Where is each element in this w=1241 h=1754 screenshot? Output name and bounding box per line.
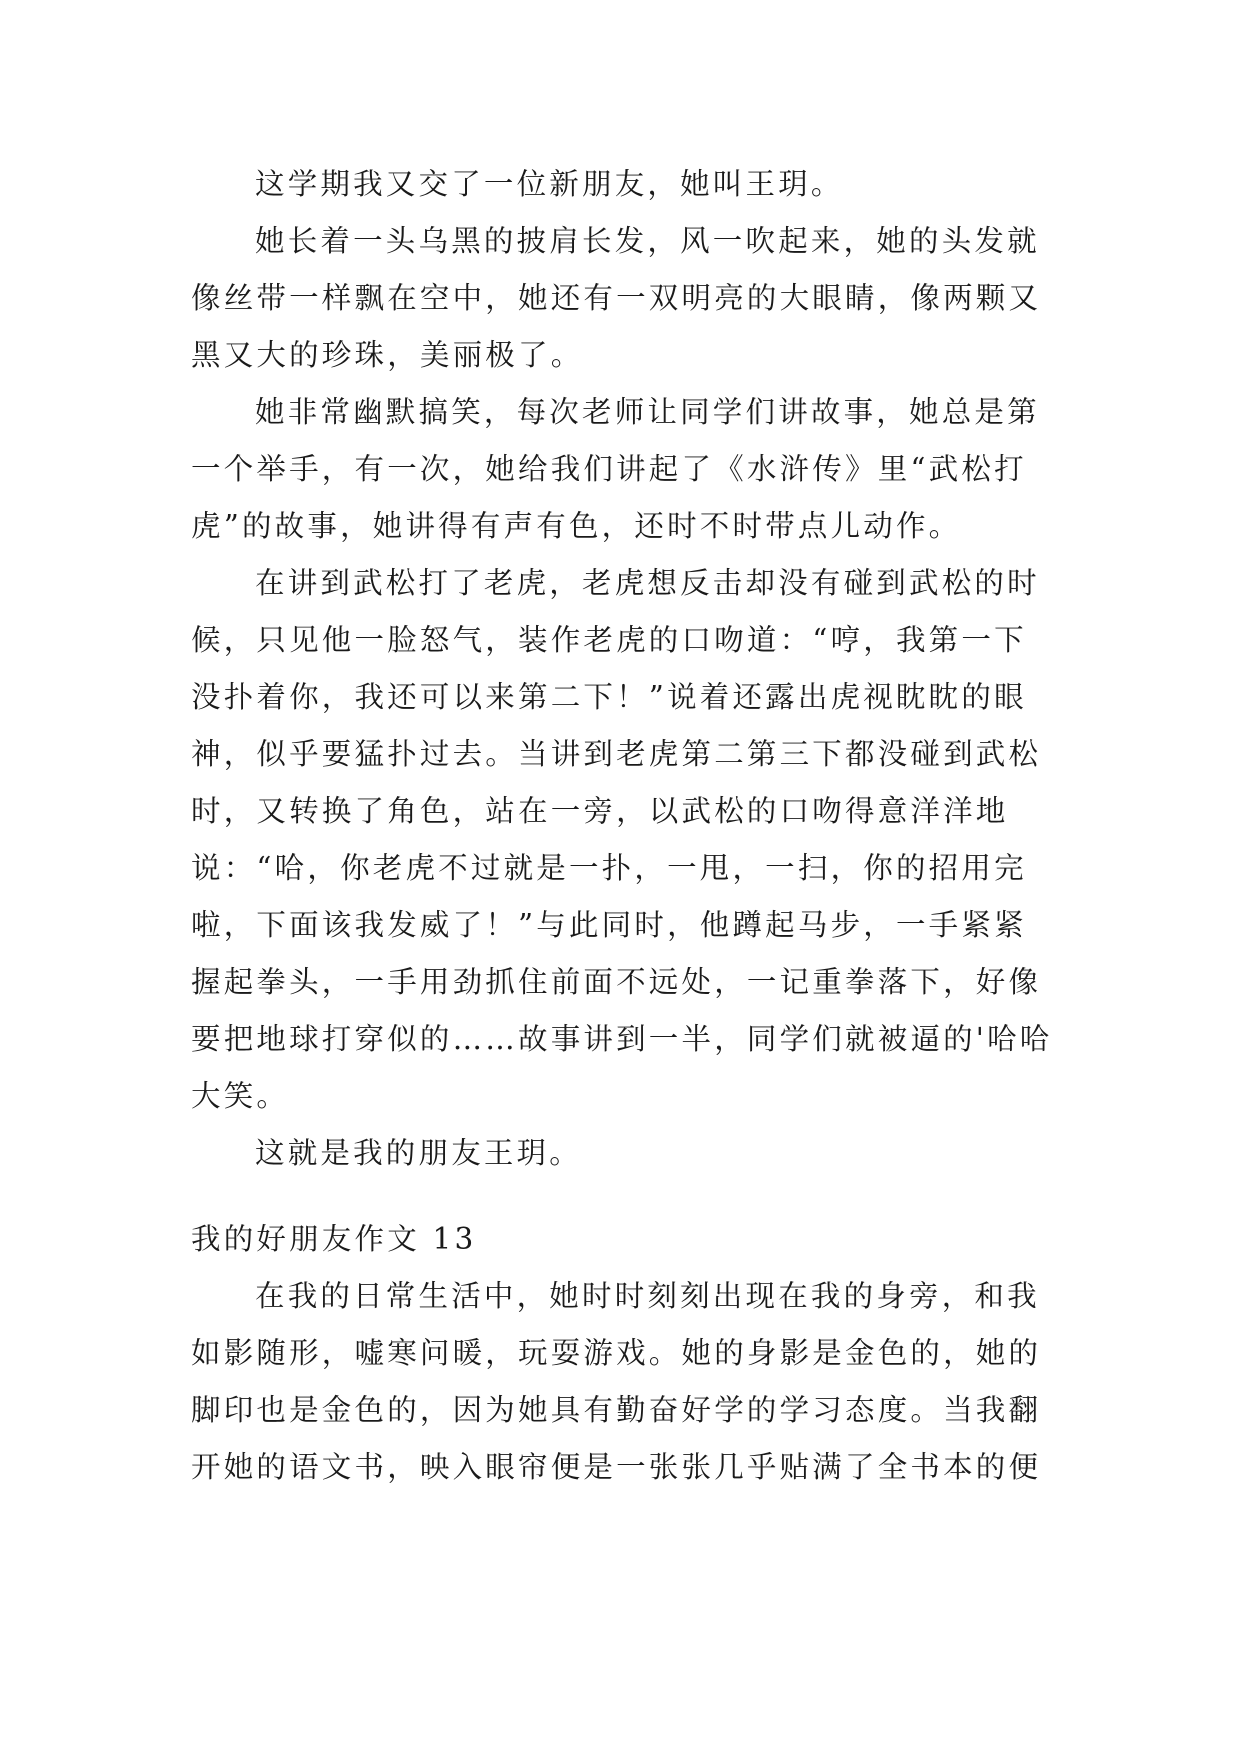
essay-paragraph: 这就是我的朋友王玥。 — [255, 1136, 583, 1170]
essay-paragraph: 她非常幽默搞笑，每次老师让同学们讲故事，她总是第一个举手，有一次，她给我们讲起了《水浒传》里“武松打虎”的故事，她讲得有声有色，还时不时带点儿动作。 — [191, 395, 1040, 543]
essay-paragraph: 她长着一头乌黑的披肩长发，风一吹起来，她的头发就像丝带一样飘在空中，她还有一双明亮的大眼睛，像两颗又黑又大的珍珠，美丽极了。 — [191, 224, 1042, 372]
essay-body — [191, 1268, 1059, 1496]
essay-paragraph: 这学期我又交了一位新朋友，她叫王玥。 — [255, 167, 844, 201]
essay-paragraph: 在我的日常生活中，她时时刻刻出现在我的身旁，和我如影随形，嘘寒问暖，玩耍游戏。她的身影是金色的，她的脚印也是金色的，因为她具有勤奋好学的学习态度。当我翻开她的语文书，映入眼帘便是一张张几乎贴满了全书本的便 — [191, 1279, 1042, 1484]
essay-paragraph: 在讲到武松打了老虎，老虎想反击却没有碰到武松的时候，只见他一脸怒气，装作老虎的口吻道：“哼，我第一下没扑着你，我还可以来第二下！”说着还露出虎视眈眈的眼神，似乎要猛扑过去。当讲到老虎第二第三下都没碰到武松时，又转换了角色，站在一旁，以武松的口吻得意洋洋地说：“哈，你老虎不过就是一扑，一甩，一扫，你的招用完啦，下面该我发威了！”与此同时，他蹲起马步，一手紧紧握起拳头，一手用劲抓住前面不远处，一记重拳落下，好像要把地球打穿似的……故事讲到一半，同学们就被逼的'哈哈大笑。 — [191, 566, 1053, 1113]
essay-title: 我的好朋友作文 13 — [191, 1222, 477, 1256]
essay-body — [191, 156, 1059, 1182]
